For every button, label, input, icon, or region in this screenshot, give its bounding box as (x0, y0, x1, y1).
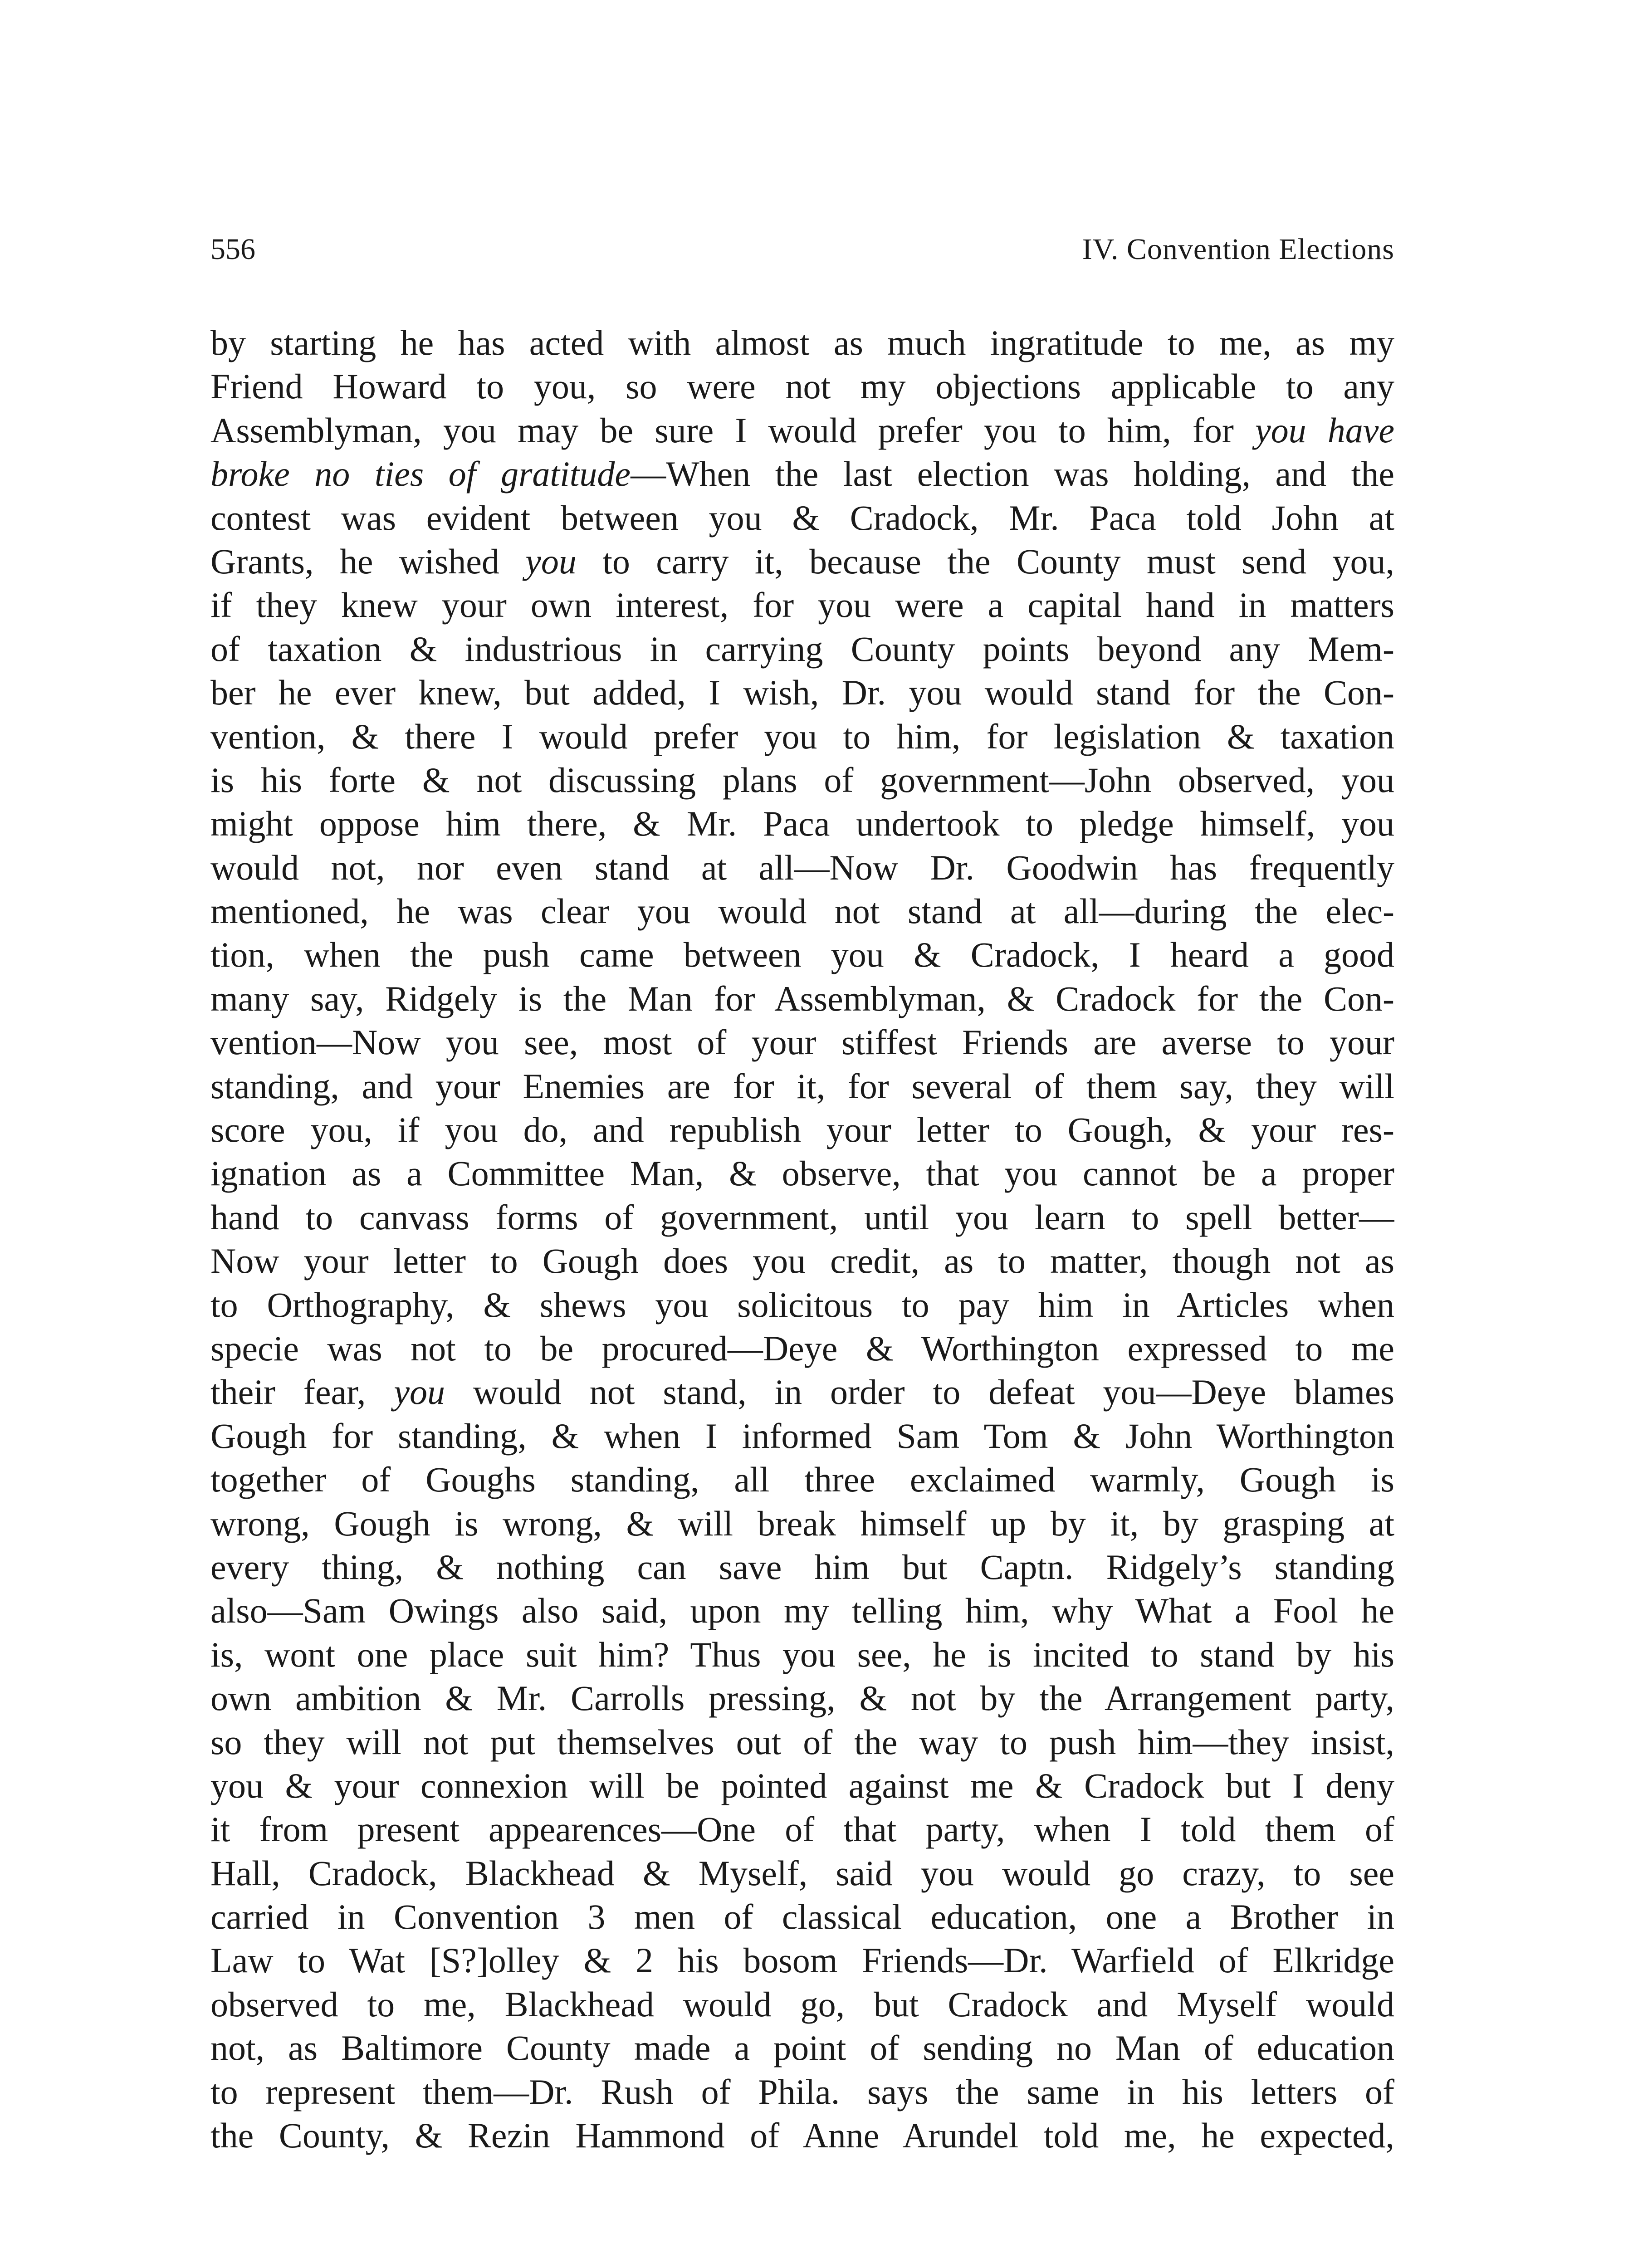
text-line (210, 1764, 1394, 1808)
text-segment: Hall, Cradock, Blackhead & Myself, said you would go crazy, to see (210, 1853, 1394, 1893)
text-line (210, 1108, 1394, 1152)
text-segment: would not stand, in order to defeat you—Deye blames (445, 1372, 1394, 1412)
italic-text: broke no ties of gratitude (210, 454, 631, 494)
text-segment: ber he ever knew, but added, I wish, Dr. you would stand for the Con- (210, 673, 1394, 713)
text-line (210, 1065, 1394, 1108)
text-line (210, 977, 1394, 1021)
text-line (210, 2070, 1394, 2114)
text-segment: every thing, & nothing can save him but Captn. Ridgely’s standing (210, 1547, 1394, 1587)
text-segment: by starting he has acted with almost as much ingratitude to me, as my (210, 323, 1394, 362)
text-segment: also—Sam Owings also said, upon my telling him, why What a Fool he (210, 1591, 1394, 1631)
text-segment: mentioned, he was clear you would not stand at all—during the elec- (210, 891, 1394, 931)
text-line (210, 540, 1394, 583)
text-segment: not, as Baltimore County made a point of sending no Man of education (210, 2028, 1394, 2068)
text-line (210, 365, 1394, 408)
text-segment: carried in Convention 3 men of classical education, one a Brother in (210, 1897, 1394, 1937)
text-segment: is, wont one place suit him? Thus you see, he is incited to stand by his (210, 1634, 1394, 1674)
text-segment: observed to me, Blackhead would go, but Cradock and Myself would (210, 1984, 1394, 2024)
text-line (210, 671, 1394, 714)
text-line (210, 1852, 1394, 1895)
text-segment: standing, and your Enemies are for it, for several of them say, they will (210, 1066, 1394, 1106)
text-segment: specie was not to be procured—Deye & Worthington expressed to me (210, 1328, 1394, 1368)
italic-text: you (525, 541, 577, 581)
text-line (210, 1939, 1394, 1982)
text-segment: their fear, (210, 1372, 394, 1412)
text-segment: contest was evident between you & Cradock, Mr. Paca told John at (210, 498, 1394, 538)
body-text (210, 321, 1394, 2157)
text-line (210, 2026, 1394, 2070)
text-line (210, 1327, 1394, 1370)
text-segment: tion, when the push came between you & Cradock, I heard a good (210, 935, 1394, 975)
text-segment: Assemblyman, you may be sure I would prefer you to him, for (210, 410, 1255, 450)
text-segment: vention—Now you see, most of your stiffest Friends are averse to your (210, 1022, 1394, 1062)
text-segment: might oppose him there, & Mr. Paca undertook to pledge himself, you (210, 804, 1394, 844)
text-segment: to Orthography, & shews you solicitous to pay him in Articles when (210, 1285, 1394, 1325)
text-segment: if they knew your own interest, for you were a capital hand in matters (210, 585, 1394, 625)
text-segment: to represent them—Dr. Rush of Phila. says the same in his letters of (210, 2072, 1394, 2112)
text-line (210, 1545, 1394, 1589)
text-segment: together of Goughs standing, all three exclaimed warmly, Gough is (210, 1460, 1394, 1500)
italic-text: you have (1255, 410, 1394, 450)
text-line (210, 933, 1394, 977)
text-segment: is his forte & not discussing plans of government—John observed, you (210, 760, 1394, 800)
text-segment: many say, Ridgely is the Man for Assemblyman, & Cradock for the Con- (210, 978, 1394, 1018)
text-line (210, 1370, 1394, 1414)
text-line (210, 1895, 1394, 1939)
text-line (210, 409, 1394, 452)
text-line (210, 1677, 1394, 1720)
page-header (210, 227, 1394, 281)
text-segment: wrong, Gough is wrong, & will break himself up by it, by grasping at (210, 1503, 1394, 1543)
text-line (210, 1196, 1394, 1239)
text-line (210, 496, 1394, 540)
text-line (210, 715, 1394, 758)
text-line (210, 1283, 1394, 1327)
text-line (210, 1721, 1394, 1764)
text-line (210, 802, 1394, 846)
text-line (210, 846, 1394, 890)
text-segment: ignation as a Committee Man, & observe, that you cannot be a proper (210, 1154, 1394, 1193)
text-segment: Gough for standing, & when I informed Sam Tom & John Worthington (210, 1416, 1394, 1456)
text-segment: score you, if you do, and republish your letter to Gough, & your res- (210, 1110, 1394, 1150)
text-segment: Friend Howard to you, so were not my objections applicable to any (210, 367, 1394, 406)
text-segment: Law to Wat [S?]olley & 2 his bosom Friends—Dr. Warfield of Elkridge (210, 1941, 1394, 1980)
text-line (210, 1633, 1394, 1677)
text-line (210, 583, 1394, 627)
text-line (210, 1808, 1394, 1851)
text-segment: of taxation & industrious in carrying County points beyond any Mem- (210, 629, 1394, 669)
italic-text: you (394, 1372, 445, 1412)
text-line (210, 1983, 1394, 2026)
running-head: IV. Convention Elections (1082, 233, 1394, 266)
text-line (210, 758, 1394, 802)
text-line (210, 2114, 1394, 2157)
text-line (210, 321, 1394, 365)
text-segment: to carry it, because the County must send you, (576, 541, 1394, 581)
text-line (210, 1458, 1394, 1501)
text-segment: so they will not put themselves out of the way to push him—they insist, (210, 1722, 1394, 1762)
text-segment: Grants, he wished (210, 541, 526, 581)
page-number: 556 (210, 233, 255, 266)
text-segment: own ambition & Mr. Carrolls pressing, & not by the Arrangement party, (210, 1678, 1394, 1718)
text-segment: —When the last election was holding, and the (631, 454, 1394, 494)
text-line (210, 627, 1394, 671)
text-segment: would not, nor even stand at all—Now Dr. Goodwin has frequently (210, 847, 1394, 887)
text-line (210, 452, 1394, 496)
text-segment: hand to canvass forms of government, until you learn to spell better— (210, 1197, 1394, 1237)
text-line (210, 1502, 1394, 1545)
text-line (210, 1589, 1394, 1633)
text-segment: you & your connexion will be pointed against me & Cradock but I deny (210, 1765, 1394, 1805)
text-line (210, 890, 1394, 933)
text-line (210, 1239, 1394, 1283)
text-segment: it from present appearences—One of that party, when I told them of (210, 1809, 1394, 1849)
text-segment: the County, & Rezin Hammond of Anne Arundel told me, he expected, (210, 2116, 1394, 2156)
text-segment: Now your letter to Gough does you credit, as to matter, though not as (210, 1241, 1394, 1281)
text-line (210, 1414, 1394, 1458)
text-line (210, 1021, 1394, 1064)
text-line (210, 1152, 1394, 1195)
text-segment: vention, & there I would prefer you to him, for legislation & taxation (210, 716, 1394, 756)
